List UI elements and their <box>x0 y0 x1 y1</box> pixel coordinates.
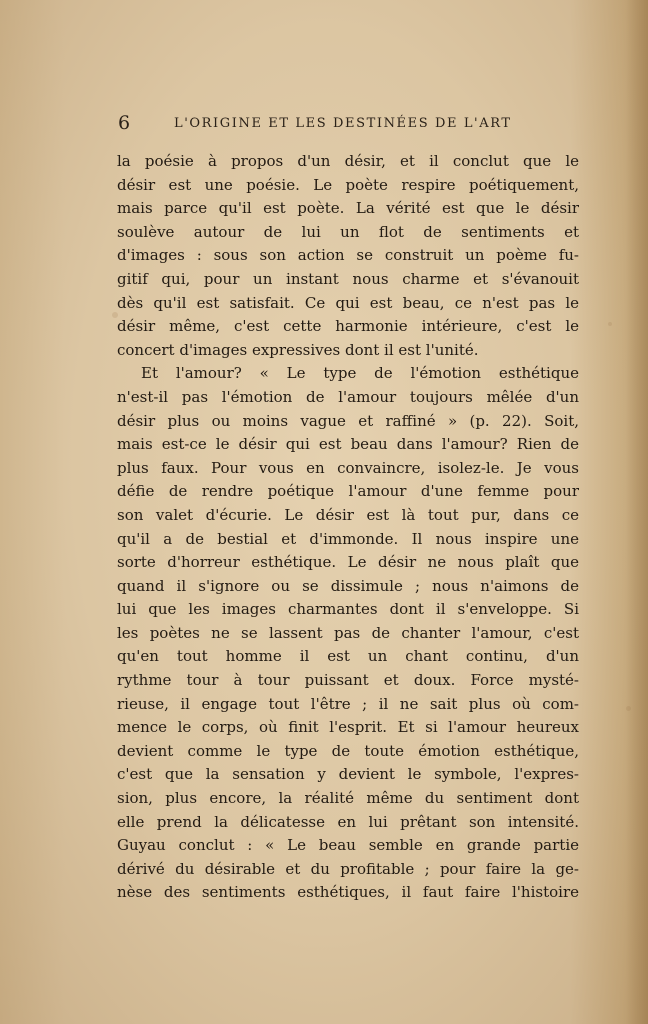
text-line: devient comme le type de toute émotion esthétique, <box>117 741 579 760</box>
text-line: n'est-il pas l'émotion de l'amour toujours mêlée d'un <box>117 387 579 406</box>
text-line: mais est-ce le désir qui est beau dans l'amour? Rien de <box>117 435 579 454</box>
text-line: c'est que la sensation y devient le symbole, l'expres- <box>117 765 579 784</box>
text-line: qu'il a de bestial et d'immonde. Il nous inspire une <box>117 529 579 548</box>
text-line: qu'en tout homme il est un chant continu, d'un <box>117 647 579 666</box>
text-line: défie de rendre poétique l'amour d'une femme pour <box>117 482 579 501</box>
page-number: 6 <box>118 112 131 134</box>
text-line: les poètes ne se lassent pas de chanter l'amour, c'est <box>117 623 579 642</box>
text-line: quand il s'ignore ou se dissimule ; nous n'aimons de <box>117 576 579 595</box>
body-text <box>117 150 579 905</box>
text-line: soulève autour de lui un flot de sentiments et <box>117 222 579 241</box>
text-line: désir plus ou moins vague et raffiné » (p. 22). Soit, <box>117 411 579 430</box>
text-line: mence le corps, où finit l'esprit. Et si l'amour heureux <box>117 718 579 737</box>
page-edge-shadow <box>626 0 648 1024</box>
text-line: son valet d'écurie. Le désir est là tout pur, dans ce <box>117 505 579 524</box>
text-line: Et l'amour? « Le type de l'émotion esthétique <box>141 364 579 383</box>
text-line: rieuse, il engage tout l'être ; il ne sait plus où com- <box>117 694 579 713</box>
text-line: désir est une poésie. Le poète respire poétiquement, <box>117 175 579 194</box>
text-line: mais parce qu'il est poète. La vérité est que le désir <box>117 199 579 218</box>
running-header <box>118 112 538 138</box>
text-line: d'images : sous son action se construit un poème fu- <box>117 246 579 265</box>
text-line: dérivé du désirable et du profitable ; pour faire la ge- <box>117 859 579 878</box>
text-line: désir même, c'est cette harmonie intérieure, c'est le <box>117 317 579 336</box>
text-line: elle prend la délicatesse en lui prêtant son intensité. <box>117 812 579 831</box>
text-line: nèse des sentiments esthétiques, il faut faire l'histoire <box>117 883 579 902</box>
text-line: lui que les images charmantes dont il s'enveloppe. Si <box>117 600 579 619</box>
paper-spot <box>626 706 631 711</box>
text-line: plus faux. Pour vous en convaincre, isolez-le. Je vous <box>117 458 579 477</box>
text-line: Guyau conclut : « Le beau semble en grande partie <box>117 836 579 855</box>
text-line: sorte d'horreur esthétique. Le désir ne nous plaît que <box>117 553 579 572</box>
text-line: la poésie à propos d'un désir, et il conclut que le <box>117 152 579 170</box>
paper-spot <box>608 322 612 326</box>
running-title: L'ORIGINE ET LES DESTINÉES DE L'ART <box>174 116 512 131</box>
text-line: rythme tour à tour puissant et doux. Force mysté- <box>117 671 579 690</box>
text-line: dès qu'il est satisfait. Ce qui est beau, ce n'est pas le <box>117 293 579 312</box>
text-line: concert d'images expressives dont il est l'unité. <box>117 340 479 359</box>
text-line: gitif qui, pour un instant nous charme et s'évanouit <box>117 269 579 288</box>
text-line: sion, plus encore, la réalité même du sentiment dont <box>117 789 579 808</box>
